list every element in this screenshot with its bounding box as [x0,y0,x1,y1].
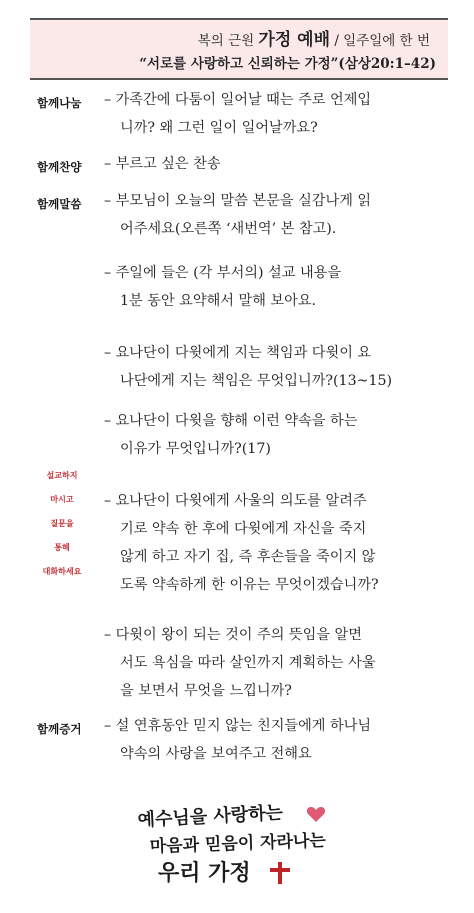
word-reading [104,187,434,243]
text-line: 니까? 왜 그런 일이 일어날까요? [120,120,318,136]
header-banner [30,18,448,80]
text-line: 1분 동안 요약해서 말해 보아요. [120,293,317,309]
side-note-line: 질문을 [50,519,74,528]
sermon-summary [104,259,434,315]
text-line: 이유가 무엇입니까?(17) [120,441,271,457]
section-label-witness: 함께증거 [37,722,82,736]
side-note-line: 설교하지 [46,471,78,480]
text-line: – 다윗이 왕이 되는 것이 주의 뜻임을 알면 [104,627,362,643]
footer-calligraphy-logo [120,800,360,890]
text-line: – 부모님이 오늘의 말씀 본문을 실감나게 읽 [104,193,372,209]
text-line: 기로 약속 한 후에 다윗에게 자신을 죽지 [120,521,367,537]
text-line: – 부르고 싶은 찬송 [104,156,221,172]
text-line: – 가족간에 다툼이 일어날 때는 주로 언제입 [104,92,372,108]
header-title: 가정 예배 [258,30,331,50]
text-line: – 요나단이 다윗에게 지는 책임과 다윗이 요 [104,345,372,361]
side-note-line: 통해 [54,543,70,552]
header-line-1 [30,25,430,50]
text-line: – 요나단이 다윗을 향해 이런 약속을 하는 [104,413,358,429]
text-line: 나단에게 지는 책임은 무엇입니까?(13~15) [120,373,393,389]
text-line: 어주세요(오른쪽 ‘새번역’ 본 참고). [120,221,337,237]
header-theme: “서로를 사랑하고 신뢰하는 가정”(삼상20:1–42) [139,56,436,72]
witness-item [104,712,434,768]
text-line: 을 보면서 무엇을 느낍니까? [120,683,292,699]
side-note [34,464,90,584]
footer-line-3: 우리 가정 [158,861,251,886]
section-label-share: 함께나눔 [37,96,82,110]
question-promise-reason [104,407,434,463]
question-feeling [104,621,434,705]
heart-icon [307,807,325,822]
share-question [104,86,434,142]
text-line: 약속의 사랑을 보여주고 전해요 [120,746,312,762]
text-line: – 요나단이 다윗에게 사울의 의도를 알려주 [104,493,367,509]
side-note-line: 대화하세요 [42,567,82,576]
text-line: – 설 연휴동안 믿지 않는 친지들에게 하나님 [104,718,372,734]
footer-line-1: 예수님을 사랑하는 [137,802,284,831]
question-saul-intent [104,487,434,599]
side-note-line: 마시고 [50,495,74,504]
question-responsibility [104,339,434,395]
footer-line-2: 마음과 믿음이 자라나는 [149,830,327,857]
text-line: – 주일에 들은 (각 부서의) 설교 내용을 [104,265,342,281]
text-line: 서도 욕심을 따라 살인까지 계획하는 사울 [120,655,376,671]
header-frequency: / 일주일에 한 번 [334,33,430,49]
header-subtitle: 복의 근원 [197,33,255,49]
text-line: 않게 하고 자기 집, 즉 후손들을 죽이지 않 [120,549,376,565]
cross-icon [270,862,290,884]
text-line: 도록 약속하게 한 이유는 무엇이겠습니까? [120,577,379,593]
praise-item [104,150,434,178]
section-label-praise: 함께찬양 [37,160,82,174]
section-label-word: 함께말씀 [37,197,82,211]
